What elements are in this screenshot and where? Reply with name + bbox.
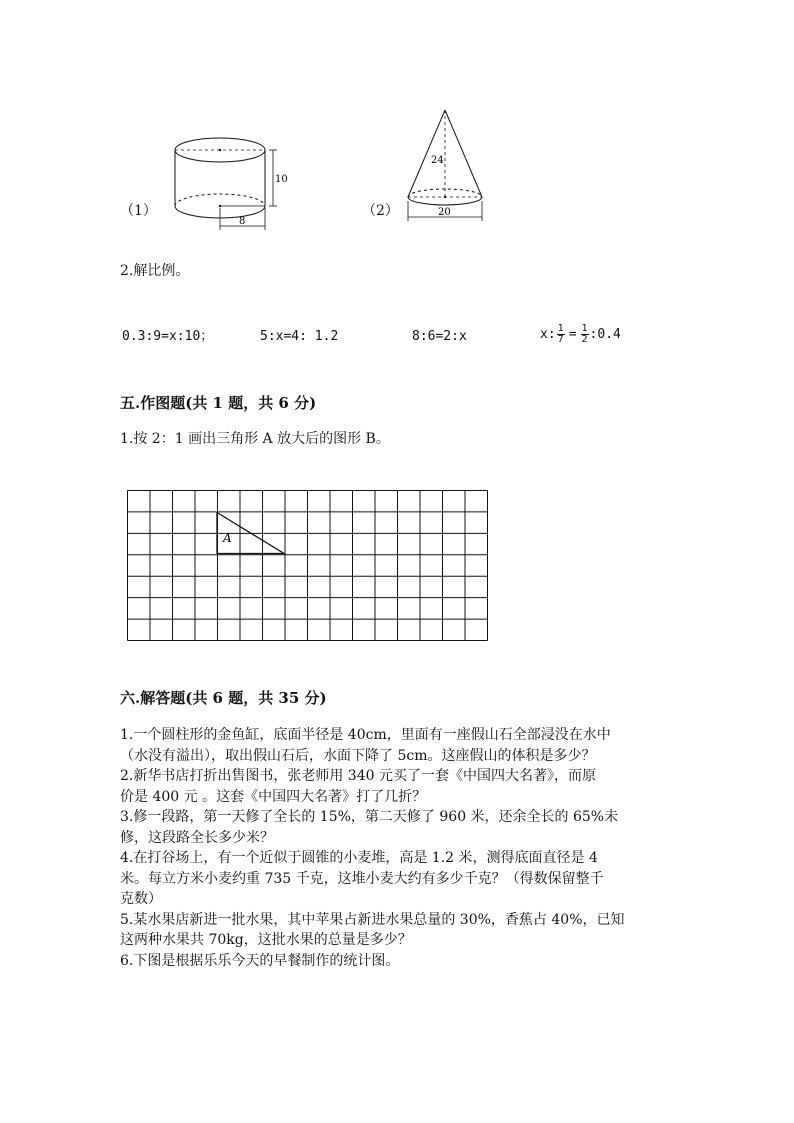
drawing-grid [127,490,489,642]
eq4-equals: = [568,327,577,342]
question-line: 价是 400 元 。这套《中国四大名著》打了几折？ [120,788,427,805]
cone-diameter-label: 20 [438,207,451,218]
question-line: 3.修一段路，第一天修了全长的 15%，第二天修了 960 米，还余全长的 65%未 [120,809,619,825]
figure-1-label: （1） [120,203,157,219]
cylinder-figure [165,128,295,238]
section-5-title: 五.作图题(共 1 题，共 6 分) [120,394,317,412]
question-line: 2.新华书店打折出售图书，张老师用 340 元买了一套《中国四大名著》，而原 [120,768,596,784]
cone-figure [400,105,500,230]
cylinder-height-label: 10 [275,174,288,185]
section-6-questions [120,725,625,971]
q2-eq2: 5:x=4: 1.2 [260,329,339,344]
fraction-1-7: $\frac{1}{7}$ [557,323,564,345]
section-6-title: 六.解答题(共 6 题，共 35 分) [120,689,327,707]
triangle-a-label: A [223,531,232,545]
question-line: 4.在打谷场上，有一个近似于圆锥的小麦堆，高是 1.2 米，测得底面直径是 4 [120,850,598,866]
eq4-prefix: x: [540,327,556,342]
cylinder-radius-label: 8 [239,216,246,227]
question-line: 1.一个圆柱形的金鱼缸，底面半径是 40cm，里面有一座假山石全部浸没在水中 [120,727,611,743]
question-line: 修，这段路全长多少米？ [120,829,274,846]
section-5-q1: 1.按 2：1 画出三角形 A 放大后的图形 B。 [120,431,390,447]
figure-2-label: （2） [362,203,399,219]
eq4-suffix: :0.4 [589,327,621,342]
fraction-1-2: $\frac{1}{2}$ [581,323,588,345]
q2-eq4 [540,324,621,345]
question-line: （水没有溢出），取出假山石后，水面下降了 5cm。这座假山的体积是多少？ [120,747,596,764]
cone-height-label: 24 [431,155,444,166]
q2-eq1: 0.3:9=x:10； [122,329,214,344]
question-line: 米。每立方米小麦约重 735 千克，这堆小麦大约有多少千克？（得数保留整千 [120,870,604,887]
question-line: 6.下图是根据乐乐今天的早餐制作的统计图。 [120,952,400,969]
q2-eq3: 8:6=2:x [412,329,467,344]
question-line: 克数） [120,891,162,907]
question-line: 5.某水果店新进一批水果，其中苹果占新进水果总量的 30%，香蕉占 40%，已知 [120,911,625,928]
q2-title: 2.解比例。 [120,263,190,279]
question-line: 这两种水果共 70kg，这批水果的总量是多少？ [120,932,412,948]
